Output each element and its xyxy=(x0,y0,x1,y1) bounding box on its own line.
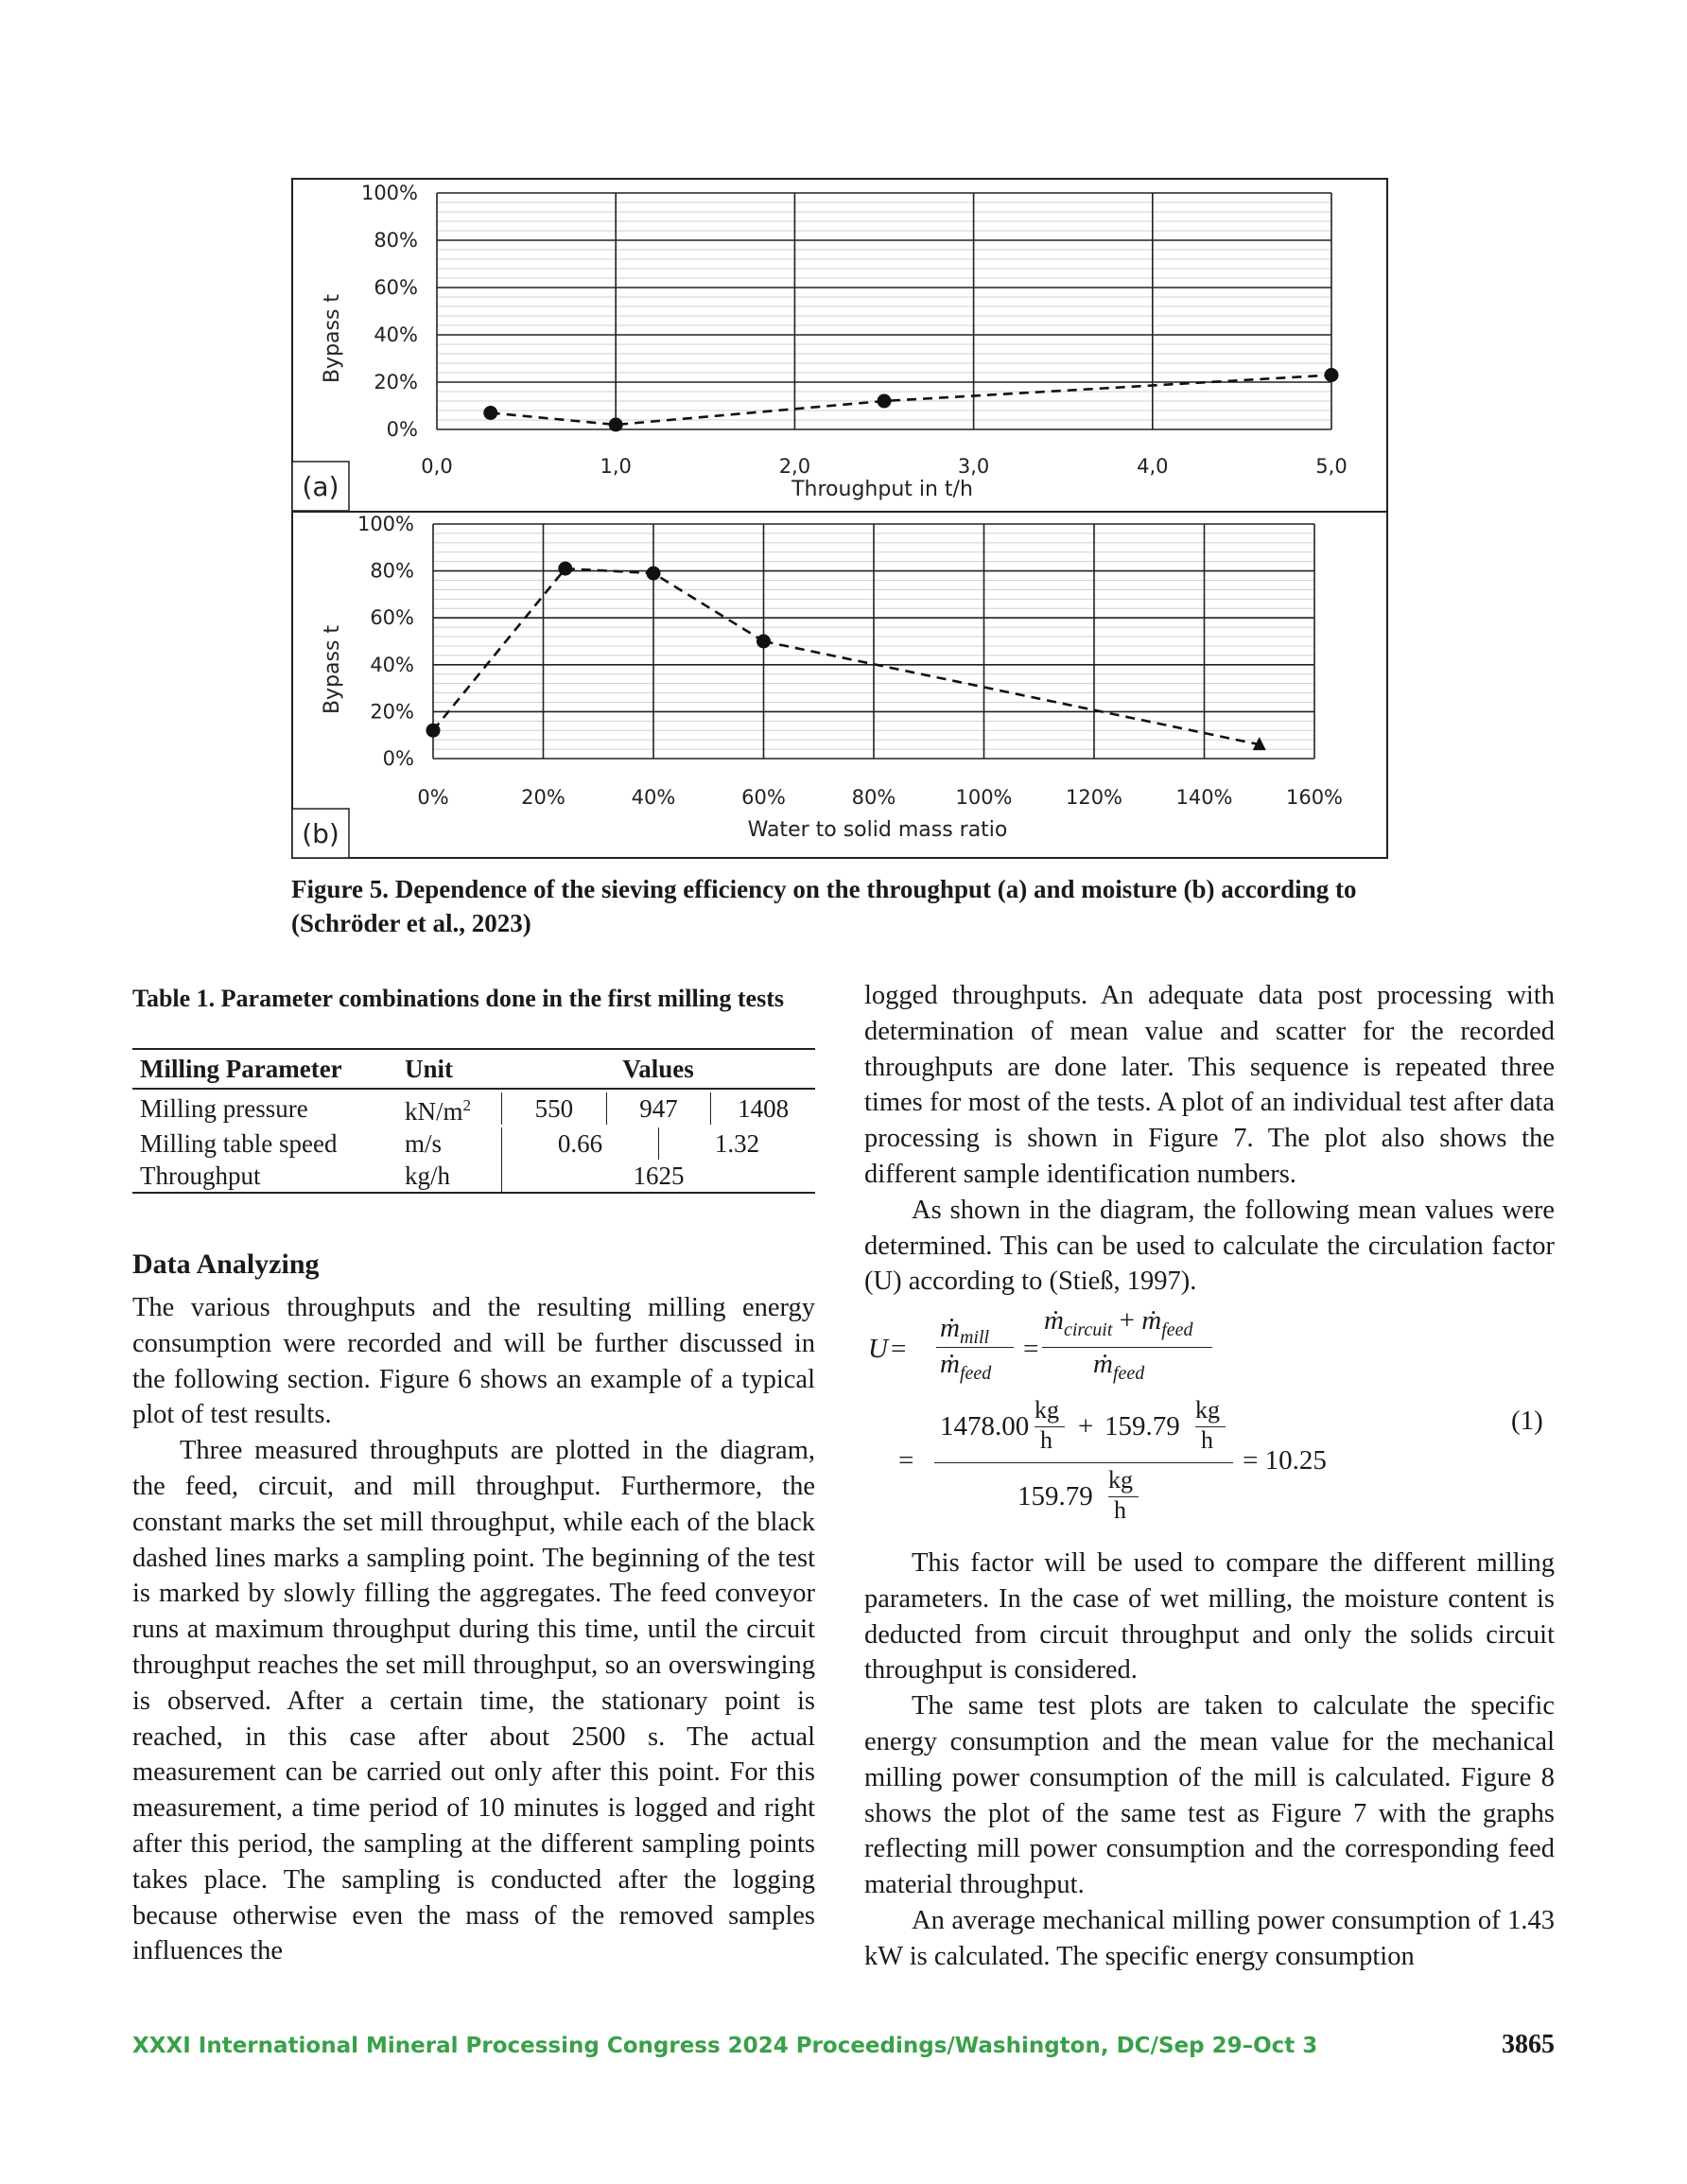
x-tick-label: 140% xyxy=(1175,786,1233,809)
paragraph: The various throughputs and the resulting milling energy consumption were recorded and will be further discussed in the following section. Figure 6 shows an example of a typical plot of test results. xyxy=(132,1293,815,1430)
right-column-text-bottom xyxy=(864,1546,1555,1975)
parameter-table xyxy=(132,1048,815,1194)
header-param: Milling Parameter xyxy=(132,1049,397,1089)
y-tick-label: 0% xyxy=(386,418,418,441)
x-tick-label: 60% xyxy=(741,786,786,809)
y-tick-label: 80% xyxy=(374,229,418,252)
x-tick-label: 5,0 xyxy=(1315,455,1348,478)
y-axis-label-b: Bypass t xyxy=(321,624,344,715)
data-point xyxy=(878,394,892,409)
x-tick-label: 100% xyxy=(955,786,1013,809)
x-tick-label: 0% xyxy=(417,786,449,809)
series-a xyxy=(483,368,1338,432)
data-point xyxy=(609,418,623,432)
param-cell: Throughput xyxy=(132,1160,397,1193)
table-title: Table 1. Parameter combinations done in the first milling tests xyxy=(132,985,784,1012)
equation-number: (1) xyxy=(1511,1406,1543,1436)
figure-5 xyxy=(291,178,1388,859)
values-cell xyxy=(501,1160,815,1193)
data-point xyxy=(426,724,441,738)
table-row xyxy=(132,1160,815,1193)
param-cell: Milling table speed xyxy=(140,1129,338,1158)
chart-panel-a xyxy=(292,182,1348,511)
paragraph: Three measured throughputs are plotted in the diagram, the feed, circuit, and mill throughput. Furthermore, the constant marks the set mill throughput, while each of the black dashed lines marks a sampling point. The beginning of the test is marked by slowly filling the aggregates. The feed conveyor runs at maximum throughput during this time, until the circuit throughput reaches the set mill throughput, so an overswinging is observed. After a certain time, the stationary point is reached, in this case after about 2500 s. The actual measurement can be carried out only after this point. For this measurement, a time period of 10 minutes is logged and right after this period, the sampling at the different sampling points takes place. The sampling is conducted after the logging because otherwise even the mass of the removed samples influences the xyxy=(132,1436,815,1966)
value: 1625 xyxy=(501,1160,815,1192)
table-header-row xyxy=(132,1049,815,1089)
x-axis-label-a: Throughput in t/h xyxy=(791,478,973,501)
y-tick-label: 100% xyxy=(357,513,414,535)
paragraph: This factor will be used to compare the different milling parameters. In the case of wet milling, the moisture content is deducted from circuit throughput and only the solids circuit throughput is considered. xyxy=(864,1548,1555,1686)
x-tick-labels-a xyxy=(421,455,1347,478)
value: 0.66 xyxy=(501,1127,658,1160)
major-gridlines-b xyxy=(433,524,1314,759)
equation-1: U = ṁ$_{mill}$ ṁ$_{feed}$ = ṁ$_{circuit}$ + ṁ$_{feed}$ ṁ$_{feed}$ = 1478.00 kg h + 159.79 kg h 159.79 kg h = 10.25 (1) xyxy=(868,1305,1543,1524)
y-tick-label: 40% xyxy=(374,323,418,346)
left-column-text xyxy=(132,1290,815,1969)
y-tick-labels-a xyxy=(361,182,418,441)
y-tick-label: 40% xyxy=(370,653,414,676)
x-tick-label: 40% xyxy=(631,786,676,809)
paragraph: An average mechanical milling power consumption of 1.43 kW is calculated. The specific energy consumption xyxy=(864,1905,1555,1971)
y-axis-label-a: Bypass t xyxy=(321,293,344,384)
x-tick-label: 160% xyxy=(1285,786,1344,809)
values-cell xyxy=(501,1089,815,1127)
value: 550 xyxy=(501,1092,606,1125)
page-number: 3865 xyxy=(1502,2030,1555,2059)
value: 1408 xyxy=(710,1092,815,1125)
y-tick-label: 60% xyxy=(374,276,418,299)
y-tick-label: 100% xyxy=(360,182,418,204)
panel-label-a: (a) xyxy=(302,471,339,502)
value: 1.32 xyxy=(658,1127,815,1160)
paragraph: logged throughputs. An adequate data post processing with determination of mean value and scatter for the recorded throughputs are done later. This sequence is repeated three times for most of the tests. A plot of an individual test after data processing is shown in Figure 7. The plot also shows the different sample identification numbers. xyxy=(864,981,1555,1189)
x-tick-label: 2,0 xyxy=(778,455,811,478)
unit-cell: kg/h xyxy=(397,1160,501,1193)
table-row xyxy=(132,1127,815,1160)
header-unit: Unit xyxy=(397,1049,501,1089)
y-tick-label: 20% xyxy=(370,700,414,724)
header-values: Values xyxy=(501,1049,815,1089)
x-tick-label: 120% xyxy=(1065,786,1123,809)
series-line xyxy=(433,568,764,730)
unit-cell: m/s xyxy=(405,1129,443,1158)
panel-label-b: (b) xyxy=(302,818,339,849)
x-tick-labels-b xyxy=(417,786,1343,809)
right-column-text-top xyxy=(864,978,1555,1300)
x-tick-label: 20% xyxy=(521,786,565,809)
footer-proceedings: XXXI International Mineral Processing Congress 2024 Proceedings/Washington, DC/Sep 29–Oct 3 xyxy=(132,2034,1318,2058)
data-point xyxy=(647,567,661,581)
y-tick-labels-b xyxy=(357,513,414,770)
y-tick-label: 20% xyxy=(374,371,418,393)
y-tick-label: 80% xyxy=(370,559,414,583)
x-tick-label: 3,0 xyxy=(957,455,990,478)
section-heading: Data Analyzing xyxy=(132,1249,320,1280)
y-tick-label: 0% xyxy=(382,747,414,770)
paragraph: As shown in the diagram, the following mean values were determined. This can be used to calculate the circulation factor (U) according to (Stieß, 1997). xyxy=(864,1195,1555,1297)
x-tick-label: 0,0 xyxy=(421,455,453,478)
table-row xyxy=(132,1089,815,1127)
figure-caption: Figure 5. Dependence of the sieving efficiency on the throughput (a) and moisture (b) according to (Schröder et al., 2023) xyxy=(291,875,1357,937)
param-cell: Milling pressure xyxy=(140,1094,308,1123)
paragraph: The same test plots are taken to calculate the specific energy consumption and the mean value for the mechanical milling power consumption of the mill is calculated. Figure 8 shows the plot of the same test as Figure 7 with the graphs reflecting mill power consumption and the corresponding feed material throughput. xyxy=(864,1691,1555,1900)
chart-panel-b xyxy=(292,513,1343,858)
data-point xyxy=(483,406,497,420)
x-tick-label: 80% xyxy=(851,786,896,809)
data-point xyxy=(757,635,771,649)
values-cell xyxy=(501,1127,815,1160)
x-tick-label: 4,0 xyxy=(1137,455,1169,478)
data-point xyxy=(558,562,572,576)
value: 947 xyxy=(606,1092,711,1125)
y-tick-label: 60% xyxy=(370,606,414,630)
unit-cell: $kN/m^2$ xyxy=(405,1096,472,1126)
x-axis-label-b: Water to solid mass ratio xyxy=(747,818,1008,842)
data-point xyxy=(1325,368,1339,382)
x-tick-label: 1,0 xyxy=(600,455,632,478)
